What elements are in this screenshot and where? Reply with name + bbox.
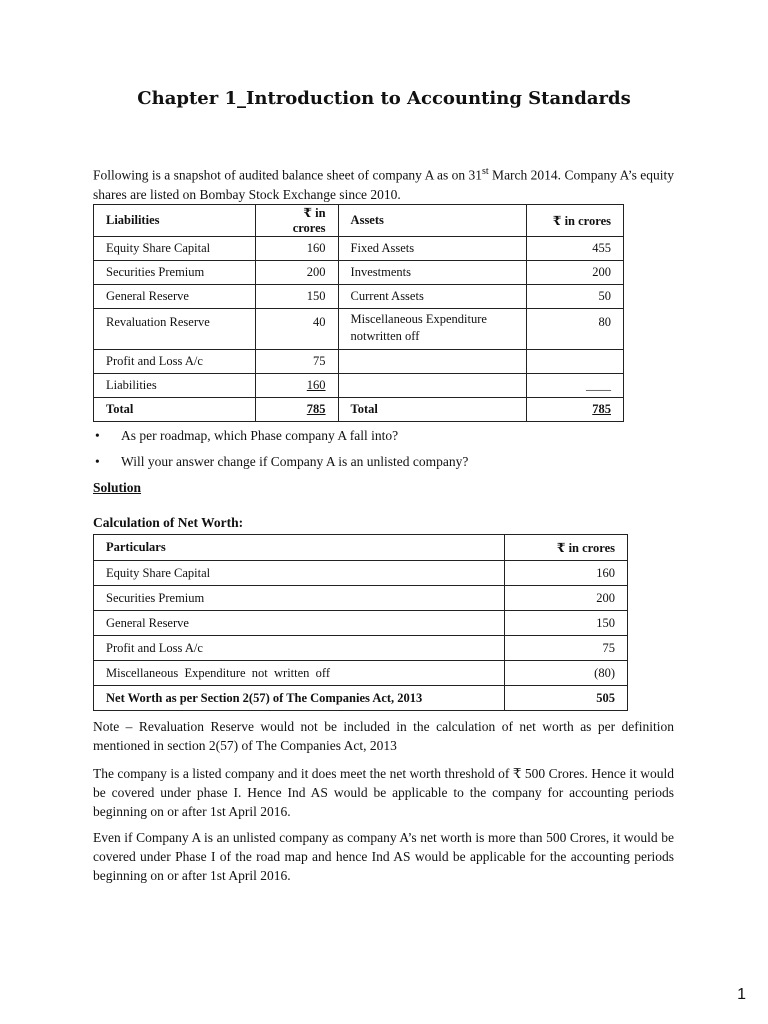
note-paragraph: Note – Revaluation Reserve would not be included in the calculation of net worth as per definition mentioned in section 2(57) of The Companies Act, 2013: [93, 719, 674, 753]
intro-superscript: st: [482, 166, 489, 177]
table-row: [94, 285, 624, 309]
bullet-icon: •: [95, 454, 100, 469]
unlisted-company-paragraph: Even if Company A is an unlisted company as company A’s net worth is more than 500 Crores, it would be covered under Phase I of the road map and hence Ind AS would be applicable for the accounting periods beginning on or after 1st April 2016.: [93, 830, 674, 883]
listed-company-paragraph: The company is a listed company and it does meet the net worth threshold of ₹ 500 Crores. Hence it would be covered under phase I. Hence Ind AS would be applicable to the company for accounting periods beginning on or after 1st April 2016.: [93, 766, 674, 819]
table-total-row: [94, 398, 624, 422]
total-liabilities: 785: [255, 398, 338, 422]
net-worth-heading: Calculation of Net Worth:: [93, 515, 244, 530]
cell: Liabilities: [94, 374, 256, 398]
table-row: [94, 350, 624, 374]
table-row: [94, 374, 624, 398]
solution-heading: Solution: [93, 480, 142, 495]
cell: (80): [505, 661, 628, 686]
table-header-row: [94, 205, 624, 237]
table-row: [94, 561, 628, 586]
cell: General Reserve: [94, 285, 256, 309]
cell: [338, 350, 527, 374]
bullet-icon: •: [95, 428, 100, 443]
list-item: [93, 426, 674, 452]
net-worth-label: Net Worth as per Section 2(57) of The Companies Act, 2013: [94, 686, 505, 711]
cell: 200: [505, 586, 628, 611]
table-header-row: [94, 535, 628, 561]
cell: General Reserve: [94, 611, 505, 636]
cell: Securities Premium: [94, 261, 256, 285]
total-label-liabilities: Total: [94, 398, 256, 422]
cell: 160: [505, 561, 628, 586]
header-liabilities: Liabilities: [94, 205, 256, 237]
header-amount: ₹ in crores: [505, 535, 628, 561]
cell: Fixed Assets: [338, 237, 527, 261]
page-title: Chapter 1_Introduction to Accounting Standards: [137, 88, 631, 109]
intro-text-1: Following is a snapshot of audited balance sheet of company A as on 31: [93, 167, 482, 183]
header-particulars: Particulars: [94, 535, 505, 561]
net-worth-value: 505: [505, 686, 628, 711]
cell: Current Assets: [338, 285, 527, 309]
cell: Equity Share Capital: [94, 561, 505, 586]
cell: Miscellaneous Expenditure notwritten off: [338, 309, 527, 350]
table-row: [94, 636, 628, 661]
cell: Profit and Loss A/c: [94, 350, 256, 374]
net-worth-table: [93, 534, 628, 711]
table-row: [94, 237, 624, 261]
cell: ____: [527, 374, 624, 398]
header-assets: Assets: [338, 205, 527, 237]
balance-sheet-table: [93, 204, 624, 422]
cell: 50: [527, 285, 624, 309]
cell: 160: [255, 374, 338, 398]
list-item: [93, 452, 674, 478]
cell: 150: [505, 611, 628, 636]
question-list: [93, 426, 674, 478]
cell: [338, 374, 527, 398]
intro-text-2: March 2014. Company A’s equity shares are listed on Bombay Stock Exchange since 2010.: [93, 167, 674, 202]
table-row: [94, 661, 628, 686]
cell: 80: [527, 309, 624, 350]
cell: 455: [527, 237, 624, 261]
cell: 200: [255, 261, 338, 285]
total-label-assets: Total: [338, 398, 527, 422]
cell: Securities Premium: [94, 586, 505, 611]
table-row: [94, 309, 624, 350]
table-row: [94, 261, 624, 285]
list-item-text: Will your answer change if Company A is an unlisted company?: [121, 454, 469, 469]
cell: 160: [255, 237, 338, 261]
cell: 150: [255, 285, 338, 309]
cell: 75: [255, 350, 338, 374]
list-item-text: As per roadmap, which Phase company A fall into?: [121, 428, 399, 443]
header-amount-liabilities: ₹ in crores: [255, 205, 338, 237]
cell: 40: [255, 309, 338, 350]
intro-paragraph: [93, 162, 674, 204]
table-row: [94, 611, 628, 636]
cell: Miscellaneous Expenditure not written off: [94, 661, 505, 686]
total-assets: 785: [527, 398, 624, 422]
table-row: [94, 586, 628, 611]
page-number: 1: [737, 986, 746, 1003]
cell: [527, 350, 624, 374]
cell: Revaluation Reserve: [94, 309, 256, 350]
cell: 200: [527, 261, 624, 285]
cell: Profit and Loss A/c: [94, 636, 505, 661]
header-amount-assets: ₹ in crores: [527, 205, 624, 237]
cell: Investments: [338, 261, 527, 285]
table-total-row: [94, 686, 628, 711]
cell: 75: [505, 636, 628, 661]
cell: Equity Share Capital: [94, 237, 256, 261]
